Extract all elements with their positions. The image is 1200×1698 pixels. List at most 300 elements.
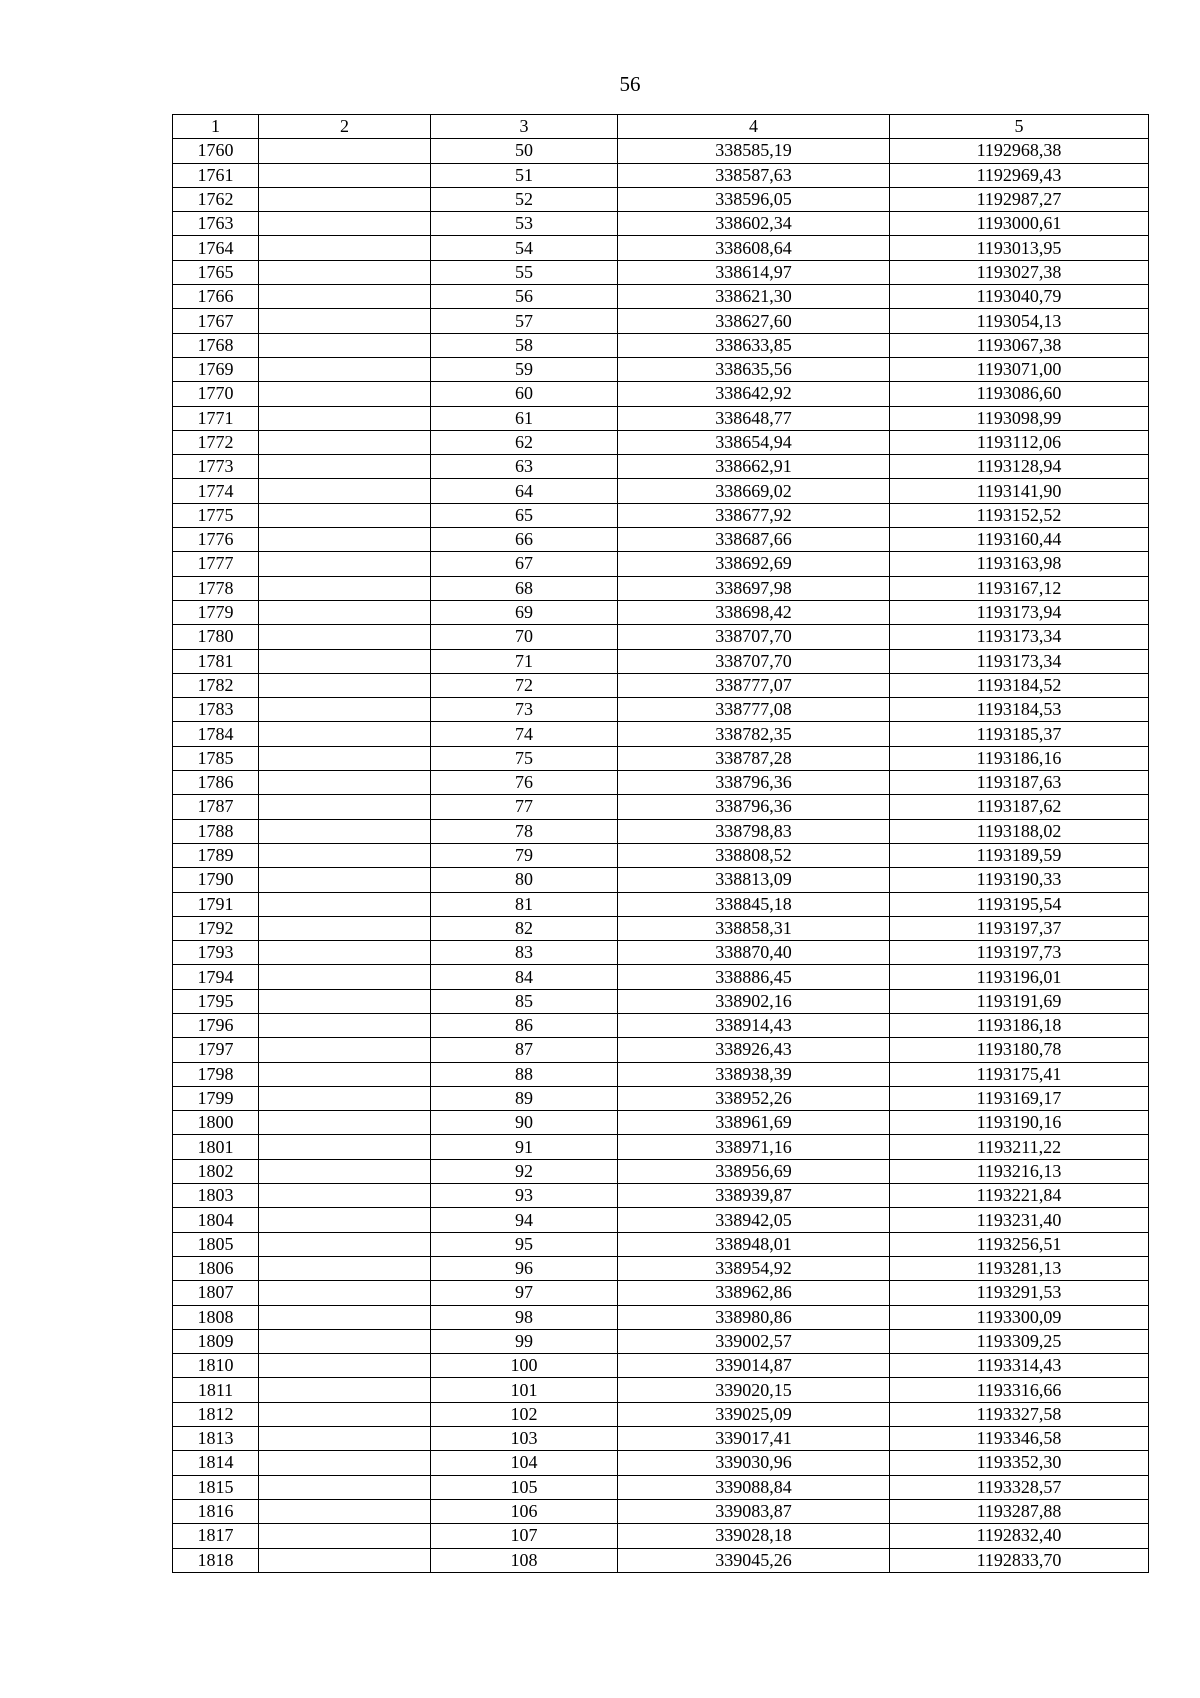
table-cell-col-4: 338858,31 — [618, 916, 890, 940]
table-cell-col-1: 1790 — [173, 868, 259, 892]
table-row — [173, 1159, 1149, 1183]
table-row — [173, 1256, 1149, 1280]
table-cell-col-3: 58 — [431, 333, 618, 357]
table-cell-col-1: 1805 — [173, 1232, 259, 1256]
table-cell-col-3: 61 — [431, 406, 618, 430]
table-cell-col-4: 338796,36 — [618, 795, 890, 819]
table-cell-col-5: 1193141,90 — [890, 479, 1149, 503]
table-cell-col-5: 1193027,38 — [890, 260, 1149, 284]
table-cell-col-2 — [259, 552, 431, 576]
table-row — [173, 916, 1149, 940]
table-cell-col-3: 55 — [431, 260, 618, 284]
table-cell-col-5: 1193309,25 — [890, 1329, 1149, 1353]
table-cell-col-4: 339017,41 — [618, 1427, 890, 1451]
table-cell-col-3: 103 — [431, 1427, 618, 1451]
table-cell-col-2 — [259, 187, 431, 211]
table-cell-col-2 — [259, 795, 431, 819]
table-cell-col-4: 338614,97 — [618, 260, 890, 284]
table-cell-col-1: 1817 — [173, 1524, 259, 1548]
table-cell-col-4: 338687,66 — [618, 528, 890, 552]
table-cell-col-2 — [259, 1184, 431, 1208]
table-cell-col-4: 338961,69 — [618, 1111, 890, 1135]
table-cell-col-1: 1802 — [173, 1159, 259, 1183]
table-cell-col-2 — [259, 722, 431, 746]
table-row — [173, 1111, 1149, 1135]
table-cell-col-5: 1193197,37 — [890, 916, 1149, 940]
table-cell-col-1: 1796 — [173, 1013, 259, 1037]
table-cell-col-4: 339028,18 — [618, 1524, 890, 1548]
table-cell-col-3: 102 — [431, 1402, 618, 1426]
table-cell-col-1: 1761 — [173, 163, 259, 187]
table-cell-col-5: 1193256,51 — [890, 1232, 1149, 1256]
table-cell-col-2 — [259, 503, 431, 527]
table-cell-col-2 — [259, 649, 431, 673]
table-cell-col-3: 73 — [431, 698, 618, 722]
table-row — [173, 1281, 1149, 1305]
table-cell-col-3: 83 — [431, 941, 618, 965]
table-cell-col-3: 80 — [431, 868, 618, 892]
table-cell-col-5: 1193098,99 — [890, 406, 1149, 430]
table-cell-col-2 — [259, 1111, 431, 1135]
table-cell-col-5: 1193197,73 — [890, 941, 1149, 965]
table-cell-col-5: 1193291,53 — [890, 1281, 1149, 1305]
table-cell-col-4: 338633,85 — [618, 333, 890, 357]
table-cell-col-1: 1776 — [173, 528, 259, 552]
table-cell-col-1: 1774 — [173, 479, 259, 503]
table-cell-col-5: 1192833,70 — [890, 1548, 1149, 1572]
table-cell-col-4: 338926,43 — [618, 1038, 890, 1062]
table-row — [173, 698, 1149, 722]
table-cell-col-1: 1764 — [173, 236, 259, 260]
table-cell-col-1: 1768 — [173, 333, 259, 357]
table-cell-col-4: 339025,09 — [618, 1402, 890, 1426]
table-cell-col-4: 338654,94 — [618, 430, 890, 454]
table-row — [173, 1524, 1149, 1548]
table-cell-col-3: 101 — [431, 1378, 618, 1402]
table-cell-col-3: 98 — [431, 1305, 618, 1329]
table-cell-col-1: 1812 — [173, 1402, 259, 1426]
table-cell-col-2 — [259, 1086, 431, 1110]
table-cell-col-5: 1193173,94 — [890, 600, 1149, 624]
table-cell-col-2 — [259, 1524, 431, 1548]
table-cell-col-5: 1192969,43 — [890, 163, 1149, 187]
table-cell-col-4: 339045,26 — [618, 1548, 890, 1572]
table-cell-col-4: 338707,70 — [618, 625, 890, 649]
table-cell-col-3: 94 — [431, 1208, 618, 1232]
table-cell-col-1: 1792 — [173, 916, 259, 940]
table-cell-col-5: 1193190,16 — [890, 1111, 1149, 1135]
table-cell-col-4: 338627,60 — [618, 309, 890, 333]
table-row — [173, 212, 1149, 236]
table-cell-col-4: 338939,87 — [618, 1184, 890, 1208]
table-cell-col-4: 338698,42 — [618, 600, 890, 624]
table-row — [173, 989, 1149, 1013]
table-cell-col-1: 1815 — [173, 1475, 259, 1499]
table-cell-col-4: 338642,92 — [618, 382, 890, 406]
table-cell-col-1: 1762 — [173, 187, 259, 211]
table-cell-col-3: 78 — [431, 819, 618, 843]
column-header-1: 1 — [173, 115, 259, 139]
table-cell-col-2 — [259, 1208, 431, 1232]
table-row — [173, 1013, 1149, 1037]
table-cell-col-4: 338787,28 — [618, 746, 890, 770]
column-header-2: 2 — [259, 115, 431, 139]
table-cell-col-3: 72 — [431, 673, 618, 697]
table-cell-col-3: 105 — [431, 1475, 618, 1499]
table-cell-col-4: 338870,40 — [618, 941, 890, 965]
table-cell-col-2 — [259, 771, 431, 795]
table-cell-col-2 — [259, 1402, 431, 1426]
table-cell-col-4: 338621,30 — [618, 285, 890, 309]
table-cell-col-5: 1193190,33 — [890, 868, 1149, 892]
table-cell-col-4: 338777,08 — [618, 698, 890, 722]
table-cell-col-3: 108 — [431, 1548, 618, 1572]
table-row — [173, 1232, 1149, 1256]
table-cell-col-2 — [259, 1451, 431, 1475]
table-cell-col-5: 1193169,17 — [890, 1086, 1149, 1110]
table-row — [173, 625, 1149, 649]
table-cell-col-2 — [259, 1281, 431, 1305]
table-cell-col-5: 1193281,13 — [890, 1256, 1149, 1280]
column-header-3: 3 — [431, 115, 618, 139]
table-row — [173, 1499, 1149, 1523]
table-cell-col-2 — [259, 1135, 431, 1159]
table-cell-col-3: 91 — [431, 1135, 618, 1159]
table-cell-col-5: 1193187,62 — [890, 795, 1149, 819]
table-cell-col-1: 1765 — [173, 260, 259, 284]
table-cell-col-5: 1193186,18 — [890, 1013, 1149, 1037]
table-row — [173, 382, 1149, 406]
table-cell-col-3: 68 — [431, 576, 618, 600]
table-cell-col-4: 338587,63 — [618, 163, 890, 187]
table-cell-col-2 — [259, 260, 431, 284]
table-cell-col-3: 86 — [431, 1013, 618, 1037]
table-cell-col-5: 1193184,53 — [890, 698, 1149, 722]
table-cell-col-1: 1801 — [173, 1135, 259, 1159]
table-cell-col-4: 338635,56 — [618, 357, 890, 381]
table-cell-col-2 — [259, 479, 431, 503]
table-cell-col-1: 1813 — [173, 1427, 259, 1451]
table-row — [173, 892, 1149, 916]
table-cell-col-5: 1192987,27 — [890, 187, 1149, 211]
table-cell-col-3: 53 — [431, 212, 618, 236]
table-cell-col-2 — [259, 139, 431, 163]
table-cell-col-1: 1799 — [173, 1086, 259, 1110]
table-cell-col-2 — [259, 333, 431, 357]
table-cell-col-5: 1192968,38 — [890, 139, 1149, 163]
table-cell-col-1: 1783 — [173, 698, 259, 722]
table-cell-col-4: 338938,39 — [618, 1062, 890, 1086]
table-cell-col-1: 1773 — [173, 455, 259, 479]
table-cell-col-3: 54 — [431, 236, 618, 260]
table-row — [173, 1378, 1149, 1402]
table-cell-col-5: 1193300,09 — [890, 1305, 1149, 1329]
table-row — [173, 260, 1149, 284]
table-cell-col-2 — [259, 892, 431, 916]
table-cell-col-4: 338796,36 — [618, 771, 890, 795]
table-cell-col-3: 62 — [431, 430, 618, 454]
table-cell-col-4: 338697,98 — [618, 576, 890, 600]
table-cell-col-1: 1816 — [173, 1499, 259, 1523]
table-row — [173, 455, 1149, 479]
table-cell-col-4: 338813,09 — [618, 868, 890, 892]
table-cell-col-5: 1193000,61 — [890, 212, 1149, 236]
table-cell-col-5: 1193328,57 — [890, 1475, 1149, 1499]
table-row — [173, 1548, 1149, 1572]
table-row — [173, 1475, 1149, 1499]
table-cell-col-4: 338954,92 — [618, 1256, 890, 1280]
table-cell-col-5: 1193163,98 — [890, 552, 1149, 576]
table-cell-col-5: 1193173,34 — [890, 625, 1149, 649]
table-cell-col-1: 1766 — [173, 285, 259, 309]
table-cell-col-1: 1804 — [173, 1208, 259, 1232]
table-cell-col-5: 1192832,40 — [890, 1524, 1149, 1548]
table-cell-col-3: 84 — [431, 965, 618, 989]
table-cell-col-4: 338902,16 — [618, 989, 890, 1013]
table-row — [173, 941, 1149, 965]
table-cell-col-4: 338914,43 — [618, 1013, 890, 1037]
table-row — [173, 1062, 1149, 1086]
table-cell-col-3: 92 — [431, 1159, 618, 1183]
table-cell-col-2 — [259, 1499, 431, 1523]
table-cell-col-1: 1767 — [173, 309, 259, 333]
table-cell-col-2 — [259, 941, 431, 965]
table-cell-col-2 — [259, 698, 431, 722]
table-row — [173, 1427, 1149, 1451]
table-cell-col-4: 338952,26 — [618, 1086, 890, 1110]
table-cell-col-5: 1193287,88 — [890, 1499, 1149, 1523]
table-cell-col-4: 339020,15 — [618, 1378, 890, 1402]
table-cell-col-2 — [259, 1159, 431, 1183]
table-cell-col-5: 1193175,41 — [890, 1062, 1149, 1086]
table-cell-col-2 — [259, 989, 431, 1013]
table-row — [173, 503, 1149, 527]
table-row — [173, 819, 1149, 843]
table-cell-col-2 — [259, 1232, 431, 1256]
table-cell-col-1: 1784 — [173, 722, 259, 746]
column-header-5: 5 — [890, 115, 1149, 139]
table-cell-col-1: 1809 — [173, 1329, 259, 1353]
table-cell-col-3: 60 — [431, 382, 618, 406]
table-cell-col-2 — [259, 1329, 431, 1353]
table-cell-col-5: 1193196,01 — [890, 965, 1149, 989]
table-cell-col-4: 338777,07 — [618, 673, 890, 697]
table-cell-col-1: 1770 — [173, 382, 259, 406]
table-cell-col-1: 1791 — [173, 892, 259, 916]
table-cell-col-1: 1814 — [173, 1451, 259, 1475]
table-row — [173, 649, 1149, 673]
table-row — [173, 430, 1149, 454]
table-cell-col-4: 338662,91 — [618, 455, 890, 479]
table-cell-col-3: 96 — [431, 1256, 618, 1280]
table-row — [173, 965, 1149, 989]
table-cell-col-5: 1193185,37 — [890, 722, 1149, 746]
table-cell-col-5: 1193067,38 — [890, 333, 1149, 357]
table-cell-col-5: 1193167,12 — [890, 576, 1149, 600]
table-cell-col-1: 1760 — [173, 139, 259, 163]
table-cell-col-1: 1780 — [173, 625, 259, 649]
table-cell-col-1: 1785 — [173, 746, 259, 770]
table-cell-col-2 — [259, 1354, 431, 1378]
table-row — [173, 236, 1149, 260]
table-cell-col-4: 338808,52 — [618, 843, 890, 867]
table-cell-col-5: 1193186,16 — [890, 746, 1149, 770]
table-cell-col-4: 339014,87 — [618, 1354, 890, 1378]
table-cell-col-5: 1193188,02 — [890, 819, 1149, 843]
table-cell-col-5: 1193187,63 — [890, 771, 1149, 795]
page-number: 56 — [619, 72, 641, 96]
table-cell-col-2 — [259, 1548, 431, 1572]
table-row — [173, 1451, 1149, 1475]
table-row — [173, 843, 1149, 867]
table-row — [173, 1086, 1149, 1110]
table-row — [173, 285, 1149, 309]
table-cell-col-4: 338956,69 — [618, 1159, 890, 1183]
table-cell-col-2 — [259, 382, 431, 406]
table-row — [173, 673, 1149, 697]
table-cell-col-4: 338585,19 — [618, 139, 890, 163]
table-cell-col-3: 63 — [431, 455, 618, 479]
table-cell-col-3: 69 — [431, 600, 618, 624]
table-row — [173, 1329, 1149, 1353]
table-cell-col-1: 1781 — [173, 649, 259, 673]
table-cell-col-2 — [259, 916, 431, 940]
table-row — [173, 528, 1149, 552]
table-cell-col-4: 338971,16 — [618, 1135, 890, 1159]
table-cell-col-2 — [259, 406, 431, 430]
table-cell-col-4: 338648,77 — [618, 406, 890, 430]
table-cell-col-5: 1193195,54 — [890, 892, 1149, 916]
table-cell-col-2 — [259, 212, 431, 236]
column-header-4: 4 — [618, 115, 890, 139]
table-row — [173, 333, 1149, 357]
table-cell-col-3: 85 — [431, 989, 618, 1013]
table-cell-col-2 — [259, 673, 431, 697]
table-cell-col-2 — [259, 1427, 431, 1451]
table-cell-col-3: 82 — [431, 916, 618, 940]
table-cell-col-1: 1810 — [173, 1354, 259, 1378]
table-row — [173, 406, 1149, 430]
table-row — [173, 479, 1149, 503]
table-row — [173, 1402, 1149, 1426]
table-cell-col-2 — [259, 455, 431, 479]
table-row — [173, 1038, 1149, 1062]
table-cell-col-4: 338608,64 — [618, 236, 890, 260]
table-cell-col-5: 1193327,58 — [890, 1402, 1149, 1426]
table-cell-col-3: 88 — [431, 1062, 618, 1086]
table-row — [173, 1354, 1149, 1378]
table-cell-col-3: 50 — [431, 139, 618, 163]
table-cell-col-2 — [259, 819, 431, 843]
table-cell-col-1: 1775 — [173, 503, 259, 527]
table-cell-col-2 — [259, 868, 431, 892]
table-cell-col-1: 1771 — [173, 406, 259, 430]
table-cell-col-5: 1193184,52 — [890, 673, 1149, 697]
table-cell-col-3: 81 — [431, 892, 618, 916]
table-cell-col-5: 1193231,40 — [890, 1208, 1149, 1232]
table-cell-col-5: 1193013,95 — [890, 236, 1149, 260]
table-cell-col-2 — [259, 625, 431, 649]
table-row — [173, 722, 1149, 746]
table-cell-col-1: 1818 — [173, 1548, 259, 1572]
table-cell-col-5: 1193112,06 — [890, 430, 1149, 454]
table-cell-col-2 — [259, 309, 431, 333]
table-cell-col-5: 1193221,84 — [890, 1184, 1149, 1208]
table-cell-col-1: 1772 — [173, 430, 259, 454]
table-cell-col-5: 1193316,66 — [890, 1378, 1149, 1402]
table-cell-col-2 — [259, 1305, 431, 1329]
table-cell-col-1: 1794 — [173, 965, 259, 989]
table-cell-col-1: 1797 — [173, 1038, 259, 1062]
table-row — [173, 1305, 1149, 1329]
table-cell-col-1: 1777 — [173, 552, 259, 576]
table-cell-col-1: 1779 — [173, 600, 259, 624]
table-row — [173, 552, 1149, 576]
table-cell-col-2 — [259, 285, 431, 309]
table-cell-col-3: 71 — [431, 649, 618, 673]
table-cell-col-3: 106 — [431, 1499, 618, 1523]
table-cell-col-2 — [259, 965, 431, 989]
table-cell-col-3: 77 — [431, 795, 618, 819]
table-cell-col-1: 1778 — [173, 576, 259, 600]
table-cell-col-3: 99 — [431, 1329, 618, 1353]
table-cell-col-3: 90 — [431, 1111, 618, 1135]
table-cell-col-1: 1793 — [173, 941, 259, 965]
table-cell-col-2 — [259, 600, 431, 624]
table-cell-col-4: 338845,18 — [618, 892, 890, 916]
table-cell-col-1: 1787 — [173, 795, 259, 819]
table-cell-col-1: 1803 — [173, 1184, 259, 1208]
table-cell-col-5: 1193152,52 — [890, 503, 1149, 527]
table-cell-col-3: 66 — [431, 528, 618, 552]
table-cell-col-2 — [259, 1038, 431, 1062]
table-cell-col-3: 56 — [431, 285, 618, 309]
coordinates-table — [172, 114, 1149, 1573]
table-row — [173, 187, 1149, 211]
table-cell-col-4: 338677,92 — [618, 503, 890, 527]
table-row — [173, 139, 1149, 163]
table-row — [173, 163, 1149, 187]
table-cell-col-5: 1193314,43 — [890, 1354, 1149, 1378]
table-cell-col-2 — [259, 1256, 431, 1280]
table-cell-col-5: 1193128,94 — [890, 455, 1149, 479]
table-cell-col-5: 1193352,30 — [890, 1451, 1149, 1475]
table-row — [173, 1184, 1149, 1208]
table-cell-col-4: 339002,57 — [618, 1329, 890, 1353]
table-cell-col-2 — [259, 357, 431, 381]
table-cell-col-1: 1798 — [173, 1062, 259, 1086]
table-cell-col-2 — [259, 528, 431, 552]
table-cell-col-4: 339083,87 — [618, 1499, 890, 1523]
table-cell-col-1: 1786 — [173, 771, 259, 795]
table-row — [173, 795, 1149, 819]
table-row — [173, 1208, 1149, 1232]
table-cell-col-3: 70 — [431, 625, 618, 649]
table-cell-col-2 — [259, 1475, 431, 1499]
table-cell-col-5: 1193086,60 — [890, 382, 1149, 406]
table-cell-col-4: 339088,84 — [618, 1475, 890, 1499]
table-cell-col-1: 1800 — [173, 1111, 259, 1135]
table-cell-col-4: 338782,35 — [618, 722, 890, 746]
table-cell-col-2 — [259, 1013, 431, 1037]
table-cell-col-3: 51 — [431, 163, 618, 187]
table-cell-col-3: 107 — [431, 1524, 618, 1548]
table-cell-col-1: 1808 — [173, 1305, 259, 1329]
table-cell-col-3: 79 — [431, 843, 618, 867]
table-cell-col-5: 1193040,79 — [890, 285, 1149, 309]
table-row — [173, 357, 1149, 381]
table-cell-col-5: 1193216,13 — [890, 1159, 1149, 1183]
